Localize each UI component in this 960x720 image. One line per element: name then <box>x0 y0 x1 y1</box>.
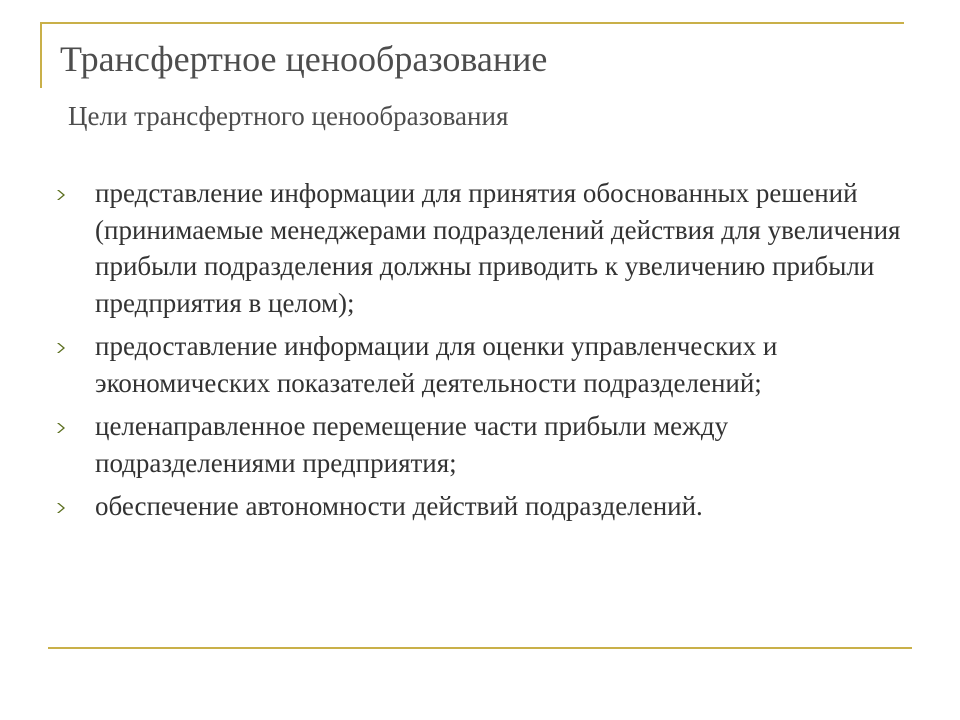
left-accent-rule <box>40 22 42 88</box>
chevron-right-arrow-icon <box>56 342 68 354</box>
bullet-item <box>56 328 916 401</box>
slide-subtitle: Цели трансфертного ценообразования <box>68 101 509 131</box>
top-accent-rule <box>40 22 904 24</box>
bottom-accent-rule <box>48 647 912 649</box>
bullet-item <box>56 175 916 321</box>
slide-title: Трансфертное ценообразование <box>60 39 548 79</box>
bullet-item <box>56 488 916 525</box>
chevron-right-arrow-icon <box>56 502 68 514</box>
bullet-list <box>56 175 916 532</box>
chevron-right-arrow-icon <box>56 189 68 201</box>
bullet-text: обеспечение автономности действий подразделений. <box>95 491 703 521</box>
bullet-text: предоставление информации для оценки управленческих и экономических показателей деятельности подразделений; <box>95 331 778 398</box>
bullet-text: целенаправленное перемещение части прибыли между подразделениями предприятия; <box>95 411 729 478</box>
bullet-text: представление информации для принятия обоснованных решений (принимаемые менеджерами подразделений действия для увеличения прибыли подразделения должны приводить к увеличению прибыли предприятия в целом); <box>95 178 901 318</box>
chevron-right-arrow-icon <box>56 422 68 434</box>
bullet-item <box>56 408 916 481</box>
